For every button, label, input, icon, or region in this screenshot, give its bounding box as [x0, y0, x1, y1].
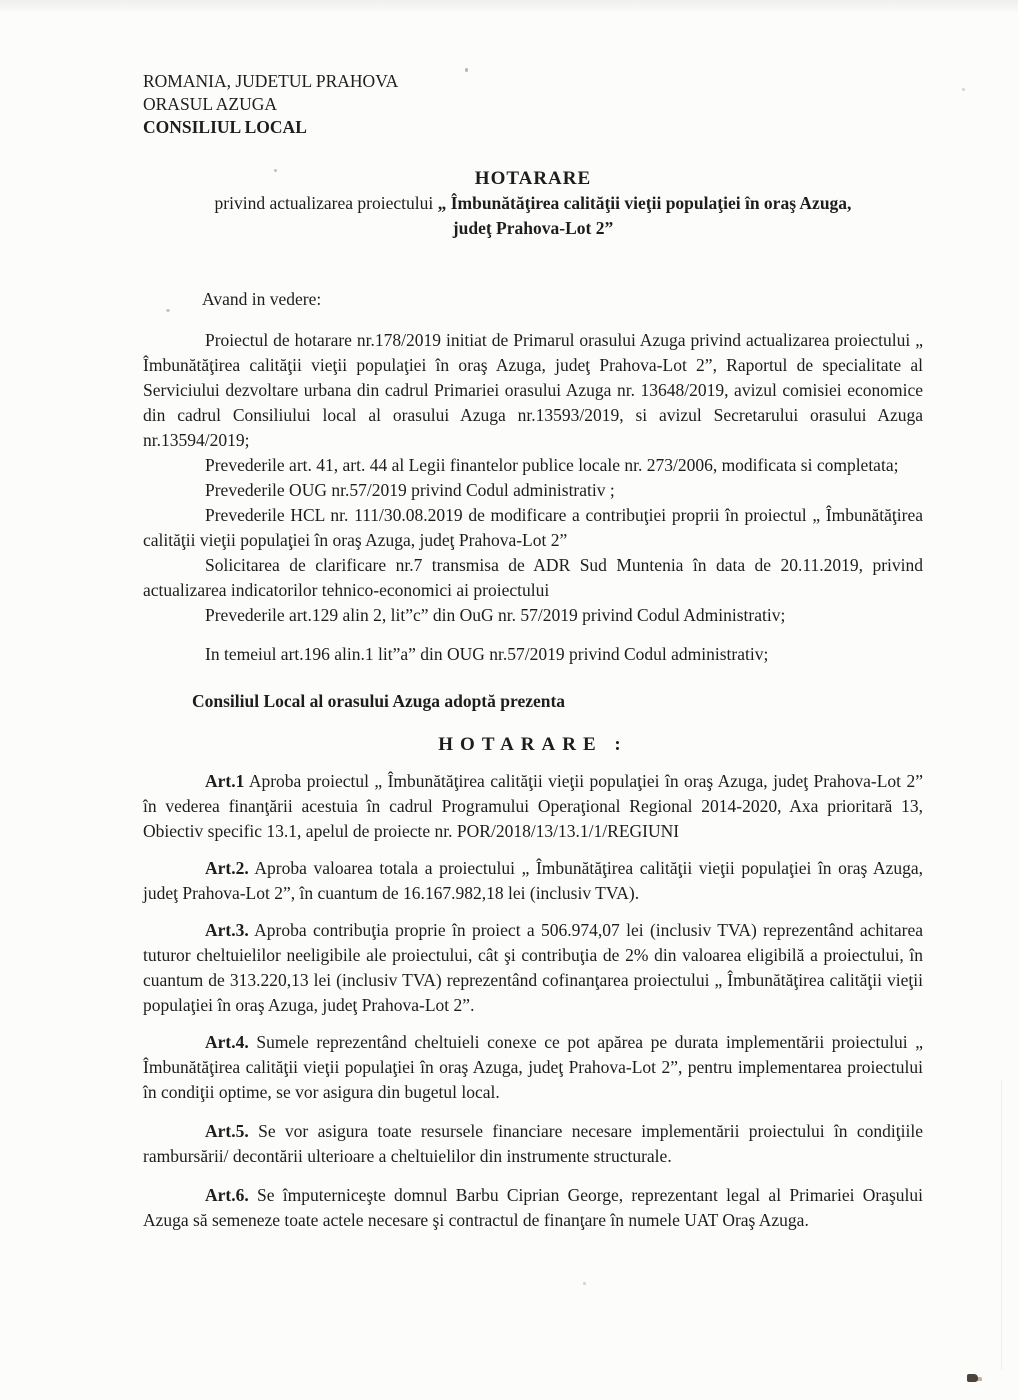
- article-6-text: Se împuterniceşte domnul Barbu Ciprian George, reprezentant legal al Primariei Oraşului Azuga să semeneze toate actele necesare şi contractul de finanţare în numele UAT Oraş Azuga.: [143, 1184, 923, 1230]
- subtitle-prefix: privind actualizarea proiectului: [214, 193, 438, 213]
- article-1-text: Aproba proiectul „ Îmbunătăţirea calităţii vieţii populaţiei în oraş Azuga, judeţ Prahova-Lot 2” în vederea finanţării acestuia în cadrul Programului Operaţional Regional 2014-2020, Axa prioritară 13, Obiectiv specific 13.1, apelul de proiecte nr. POR/2018/13/13.1/1/REGIUNI: [143, 770, 923, 841]
- article-5-label: Art.5.: [205, 1120, 249, 1141]
- article-5: [143, 1119, 923, 1169]
- letterhead-country-county: ROMANIA, JUDETUL PRAHOVA: [143, 71, 399, 91]
- article-5-text: Se vor asigura toate resursele financiare necesare implementării proiectului în condiţiile rambursării/ decontării ulterioare a cheltuielilor din instrumente structurale.: [143, 1120, 923, 1166]
- article-3-text: Aproba contribuţia proprie în proiect a 506.974,07 lei (inclusiv TVA) reprezentând achitarea tuturor cheltuielilor neeligibile ale proiectului, cât şi contribuţia de 2% din valoarea eligibilă a proiectului, în cuantum de 313.220,13 lei (inclusiv TVA) reprezentând cofinanţarea proiectului „ Îmbunătăţirea calităţii vieţii populaţiei în oraş Azuga, judeţ Prahova-Lot 2”.: [143, 919, 923, 1015]
- legal-basis: In temeiul art.196 alin.1 lit”a” din OUG nr.57/2019 privind Codul administrativ;: [205, 644, 769, 664]
- article-3: [143, 918, 923, 1018]
- article-2-text: Aproba valoarea totala a proiectului „ Îmbunătăţirea calităţii vieţii populaţiei în oraş Azuga, judeţ Prahova-Lot 2”, în cuantum de 16.167.982,18 lei (inclusiv TVA).: [143, 857, 923, 903]
- letterhead-institution: CONSILIUL LOCAL: [143, 117, 307, 137]
- decision-heading: HOTARARE :: [438, 733, 628, 755]
- preamble-item-3: Prevederile OUG nr.57/2019 privind Codul administrativ ;: [205, 480, 615, 500]
- article-6: [143, 1183, 923, 1233]
- preamble-item-1: Proiectul de hotarare nr.178/2019 initiat de Primarul orasului Azuga privind actualizarea proiectului „ Îmbunătăţirea calităţii vieţii populaţiei în oraş Azuga, judeţ Prahova-Lot 2”, Raportul de specialitate al Serviciului dezvoltare urbana din cadrul Primariei orasului Azuga nr. 13648/2019, avizul comisiei economice din cadrul Consiliului local al orasului Azuga nr.13593/2019, si avizul Secretarului orasului Azuga nr.13594/2019;: [143, 330, 923, 450]
- subtitle-project-name: „ Îmbunătăţirea calităţii vieţii populaţiei în oraş Azuga,: [437, 193, 852, 213]
- letterhead-city: ORASUL AZUGA: [143, 94, 278, 114]
- preamble-item-6: Prevederile art.129 alin 2, lit”c” din OuG nr. 57/2019 privind Codul Administrativ;: [205, 605, 786, 625]
- article-4-text: Sumele reprezentând cheltuieli conexe ce pot apărea pe durata implementării proiectului „ Îmbunătăţirea calităţii vieţii populaţiei în oraş Azuga, judeţ Prahova-Lot 2”, pentru implementarea proiectului în condiţii optime, se vor asigura din bugetul local.: [143, 1031, 923, 1102]
- scan-speck: [583, 1282, 586, 1285]
- article-1: [143, 769, 923, 844]
- preamble-intro: Avand in vedere:: [202, 289, 322, 309]
- title-block: [143, 166, 923, 241]
- article-4: [143, 1030, 923, 1105]
- document-subtitle: [143, 191, 923, 241]
- subtitle-line2: judeţ Prahova-Lot 2”: [452, 218, 614, 238]
- ink-smudge: [967, 1374, 978, 1382]
- preamble-item-2: Prevederile art. 41, art. 44 al Legii finantelor publice locale nr. 273/2006, modificata si completata;: [205, 455, 899, 475]
- enactment-clause: Consiliul Local al orasului Azuga adoptă prezenta: [192, 691, 566, 711]
- article-6-label: Art.6.: [205, 1184, 249, 1205]
- article-2: [143, 856, 923, 906]
- letterhead: [143, 70, 923, 139]
- article-2-label: Art.2.: [205, 857, 249, 878]
- preamble-item-5: Solicitarea de clarificare nr.7 transmisa de ADR Sud Muntenia în data de 20.11.2019, privind actualizarea indicatorilor tehnico-economici ai proiectului: [143, 555, 923, 600]
- article-3-label: Art.3.: [205, 919, 249, 940]
- document-title: HOTARARE: [474, 168, 592, 189]
- preamble-item-4: Prevederile HCL nr. 111/30.08.2019 de modificare a contribuţiei proprii în proiectul „ Îmbunătăţirea calităţii vieţii populaţiei în oraş Azuga, judeţ Prahova-Lot 2”: [143, 505, 923, 550]
- article-4-label: Art.4.: [205, 1031, 249, 1052]
- article-1-label: Art.1: [205, 770, 245, 791]
